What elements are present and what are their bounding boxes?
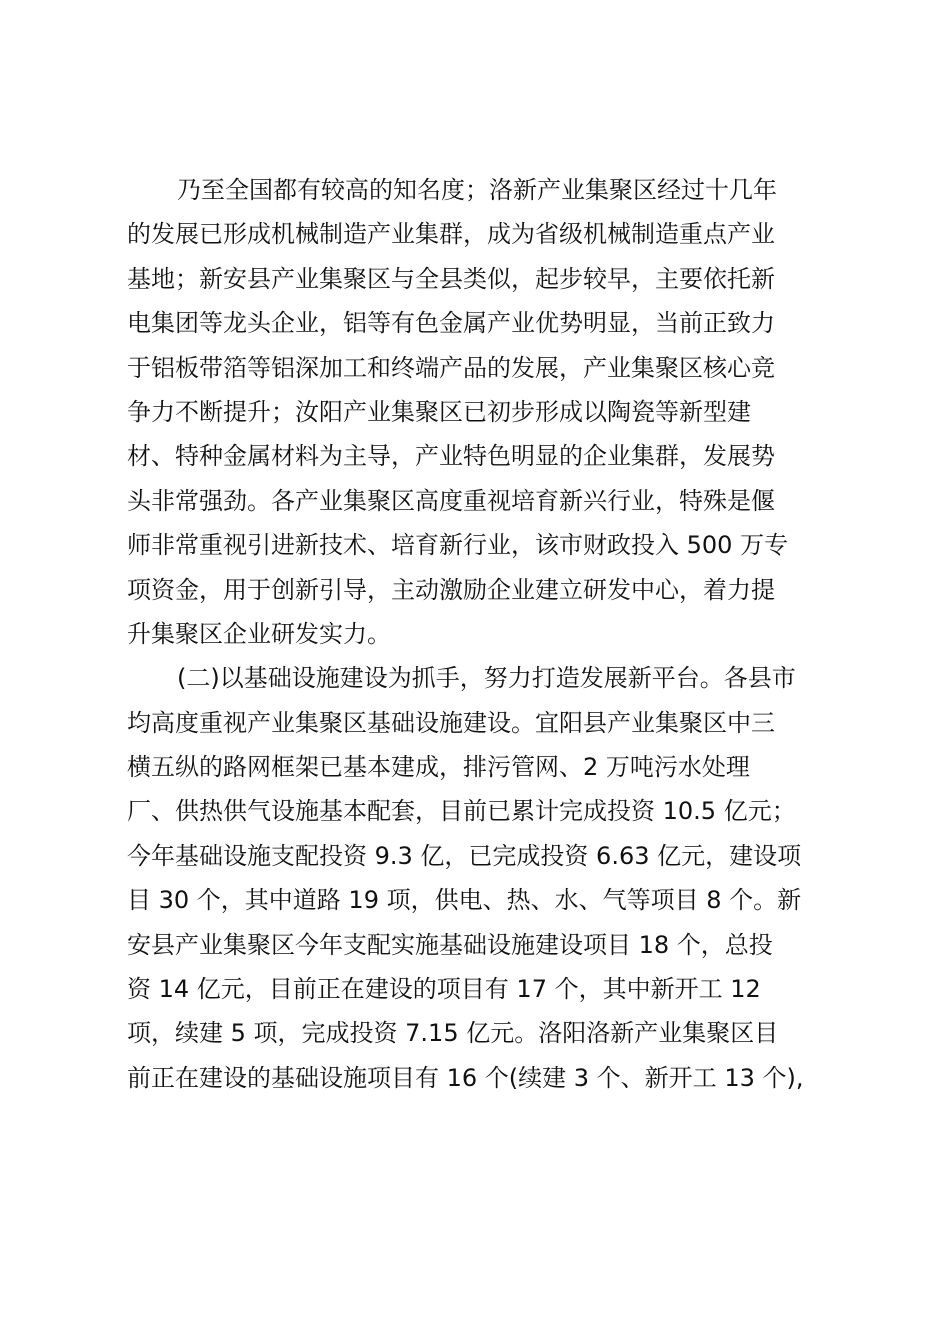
text-line: 安县产业集聚区今年支配实施基础设施建设项目 18 个，总投 [127,930,773,959]
text-line: 争力不断提升；汝阳产业集聚区已初步形成以陶瓷等新型建 [127,397,751,426]
text-line: 前正在建设的基础设施项目有 16 个(续建 3 个、新开工 13 个), [127,1063,804,1092]
text-line: 项资金，用于创新引导，主动激励企业建立研发中心，着力提 [127,575,775,604]
text-line: 于铝板带箔等铝深加工和终端产品的发展，产业集聚区核心竞 [127,353,775,382]
text-line: 目 30 个，其中道路 19 项，供电、热、水、气等项目 8 个。新 [127,886,802,915]
text-line: 今年基础设施支配投资 9.3 亿，已完成投资 6.63 亿元，建设项 [127,841,802,870]
text-line: 升集聚区企业研发实力。 [127,619,391,648]
paragraph-2 [127,656,847,1100]
text-line: 横五纵的路网框架已基本建成，排污管网、2 万吨污水处理 [127,753,750,782]
document-body [127,168,847,1100]
text-line: 厂、供热供气设施基本配套，目前已累计完成投资 10.5 亿元； [127,797,796,826]
text-line: 基地；新安县产业集聚区与全县类似，起步较早，主要依托新 [127,264,775,293]
text-line: 项，续建 5 项，完成投资 7.15 亿元。洛阳洛新产业集聚区目 [127,1019,779,1048]
paragraph-1 [127,168,847,656]
text-line: (二)以基础设施建设为抓手，努力打造发展新平台。各县市 [177,664,796,693]
text-line: 电集团等龙头企业，铝等有色金属产业优势明显，当前正致力 [127,309,775,338]
text-line: 头非常强劲。各产业集聚区高度重视培育新兴行业，特殊是偃 [127,486,775,515]
text-line: 材、特种金属材料为主导，产业特色明显的企业集群，发展势 [127,442,775,471]
text-line: 师非常重视引进新技术、培育新行业，该市财政投入 500 万专 [127,531,789,560]
text-line: 资 14 亿元，目前正在建设的项目有 17 个，其中新开工 12 [127,975,761,1004]
text-line: 均高度重视产业集聚区基础设施建设。宜阳县产业集聚区中三 [127,708,775,737]
text-line: 乃至全国都有较高的知名度；洛新产业集聚区经过十几年 [177,176,777,204]
text-line: 的发展已形成机械制造产业集群，成为省级机械制造重点产业 [127,220,775,249]
